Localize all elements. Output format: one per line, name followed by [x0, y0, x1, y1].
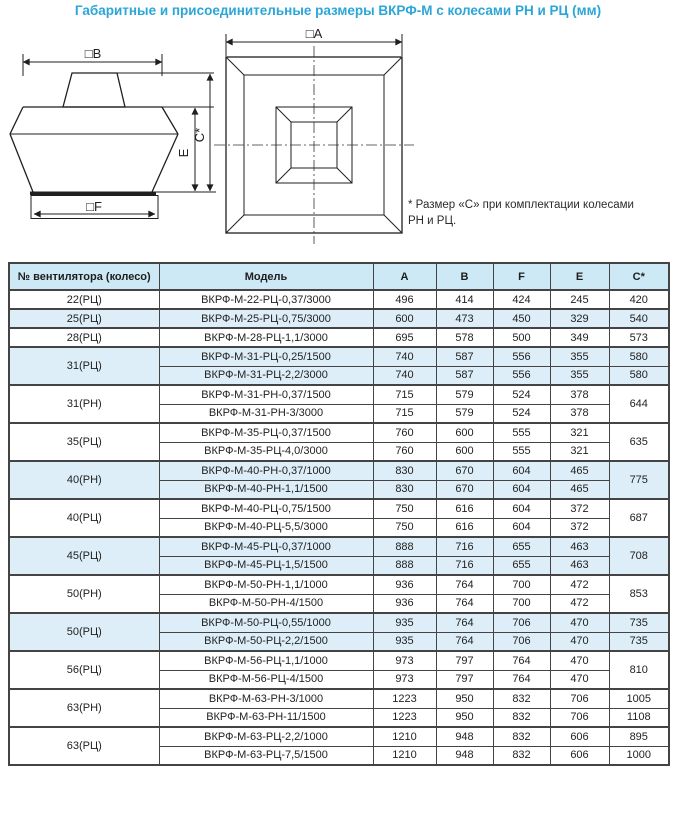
- model-cell: ВКРФ-М-50-РН-4/1500: [159, 594, 373, 613]
- model-cell: ВКРФ-М-63-РЦ-2,2/1000: [159, 727, 373, 746]
- dim-c-cell: 644: [609, 385, 669, 423]
- dim-b-cell: 764: [436, 575, 493, 594]
- table-row: [9, 290, 669, 309]
- model-cell: ВКРФ-М-63-РН-3/1000: [159, 689, 373, 708]
- dim-c-cell: 735: [609, 632, 669, 651]
- dim-f-cell: 604: [493, 518, 550, 537]
- dim-f-cell: 832: [493, 727, 550, 746]
- table-row: [9, 423, 669, 442]
- model-cell: ВКРФ-М-63-РЦ-7,5/1500: [159, 746, 373, 765]
- dim-b-cell: 950: [436, 708, 493, 727]
- fan-cell: 25(РЦ): [9, 309, 159, 328]
- dim-b-cell: 716: [436, 537, 493, 556]
- dim-a-cell: 936: [373, 575, 436, 594]
- dim-a-cell: 830: [373, 480, 436, 499]
- table-row: [9, 347, 669, 366]
- table-row: [9, 727, 669, 746]
- model-cell: ВКРФ-М-50-РЦ-0,55/1000: [159, 613, 373, 632]
- bevel-br: [384, 215, 402, 233]
- fan-cell: 40(РЦ): [9, 499, 159, 537]
- dim-f-cell: 500: [493, 328, 550, 347]
- dim-a-cell: 740: [373, 366, 436, 385]
- dim-b-cell: 670: [436, 480, 493, 499]
- dim-a-cell: 888: [373, 556, 436, 575]
- col-header-a: A: [373, 263, 436, 290]
- fan-cell: 22(РЦ): [9, 290, 159, 309]
- table-row: [9, 537, 669, 556]
- dim-f-cell: 764: [493, 670, 550, 689]
- model-cell: ВКРФ-М-45-РЦ-1,5/1500: [159, 556, 373, 575]
- fan-cell: 56(РЦ): [9, 651, 159, 689]
- dim-e-cell: 378: [550, 404, 609, 423]
- dim-e-cell: 372: [550, 499, 609, 518]
- dim-f-cell: 706: [493, 613, 550, 632]
- table-row: [9, 613, 669, 632]
- page-title: Габаритные и присоединительные размеры ВКРФ-М с колесами РН и РЦ (мм): [74, 3, 602, 18]
- dim-a-cell: 760: [373, 442, 436, 461]
- footnote: [408, 197, 670, 229]
- dim-e-cell: 472: [550, 594, 609, 613]
- dim-b-cell: 579: [436, 385, 493, 404]
- dim-a-cell: 695: [373, 328, 436, 347]
- dim-b-cell: 587: [436, 347, 493, 366]
- dim-c-cell: 1005: [609, 689, 669, 708]
- dim-b-cell: 616: [436, 518, 493, 537]
- dim-f-cell: 832: [493, 689, 550, 708]
- table-row: [9, 385, 669, 404]
- bevel-tl: [226, 57, 244, 75]
- table-row: [9, 328, 669, 347]
- center-bevel-br: [337, 168, 352, 183]
- dim-e-cell: 349: [550, 328, 609, 347]
- dim-e-cell: 321: [550, 423, 609, 442]
- dim-a-cell: 750: [373, 499, 436, 518]
- col-header-model: Модель: [159, 263, 373, 290]
- body-lower-right: [152, 134, 178, 192]
- table-row: [9, 309, 669, 328]
- dim-a-cell: 496: [373, 290, 436, 309]
- dim-a-cell: 935: [373, 613, 436, 632]
- body-upper-right: [162, 107, 178, 134]
- dim-b-cell: 716: [436, 556, 493, 575]
- dim-c-cell: 775: [609, 461, 669, 499]
- dim-a-cell: 715: [373, 404, 436, 423]
- table-row: [9, 499, 669, 518]
- dim-f-cell: 700: [493, 575, 550, 594]
- dim-b-cell: 948: [436, 727, 493, 746]
- dim-b-cell: 948: [436, 746, 493, 765]
- footnote-line-2: РН и РЦ.: [408, 215, 457, 228]
- dim-a-cell: 973: [373, 670, 436, 689]
- fan-cell: 63(РН): [9, 689, 159, 727]
- dim-e-cell: 706: [550, 708, 609, 727]
- dim-c-cell: 735: [609, 613, 669, 632]
- dim-f-cell: 604: [493, 461, 550, 480]
- dim-e-cell: 465: [550, 480, 609, 499]
- col-header-fan: № вентилятора (колесо): [9, 263, 159, 290]
- dim-a-cell: 936: [373, 594, 436, 613]
- dim-b-cell: 797: [436, 670, 493, 689]
- footnote-line-1: * Размер «С» при комплектации колесами: [408, 199, 634, 211]
- dim-a-cell: 888: [373, 537, 436, 556]
- dim-f-cell: 832: [493, 746, 550, 765]
- dim-c-cell: 687: [609, 499, 669, 537]
- dim-e-cell: 706: [550, 689, 609, 708]
- fan-cell: 45(РЦ): [9, 537, 159, 575]
- dim-a-cell: 830: [373, 461, 436, 480]
- dim-e-cell: 472: [550, 575, 609, 594]
- dim-b-cell: 670: [436, 461, 493, 480]
- side-view-drawing: [10, 46, 216, 219]
- dim-e-cell: 321: [550, 442, 609, 461]
- dim-f-cell: 832: [493, 708, 550, 727]
- dim-a-cell: 760: [373, 423, 436, 442]
- dim-c-cell: 635: [609, 423, 669, 461]
- dim-c-cell: 540: [609, 309, 669, 328]
- model-cell: ВКРФ-М-56-РЦ-1,1/1000: [159, 651, 373, 670]
- table-row: [9, 689, 669, 708]
- dim-a-cell: 1210: [373, 746, 436, 765]
- dim-f-cell: 424: [493, 290, 550, 309]
- fan-cell: 31(РЦ): [9, 347, 159, 385]
- dim-f-cell: 524: [493, 404, 550, 423]
- model-cell: ВКРФ-М-35-РЦ-4,0/3000: [159, 442, 373, 461]
- center-bevel-tl: [276, 107, 291, 122]
- dim-a-cell: 1223: [373, 708, 436, 727]
- dim-label-c: C*: [192, 127, 207, 143]
- model-cell: ВКРФ-М-50-РЦ-2,2/1500: [159, 632, 373, 651]
- dim-e-cell: 463: [550, 537, 609, 556]
- model-cell: ВКРФ-М-28-РЦ-1,1/3000: [159, 328, 373, 347]
- top-view-drawing: [214, 28, 414, 244]
- model-cell: ВКРФ-М-31-РН-0,37/1500: [159, 385, 373, 404]
- dim-f-cell: 450: [493, 309, 550, 328]
- dim-b-cell: 764: [436, 632, 493, 651]
- dim-b-cell: 764: [436, 594, 493, 613]
- dim-b-cell: 616: [436, 499, 493, 518]
- dim-b-cell: 587: [436, 366, 493, 385]
- dim-f-cell: 604: [493, 499, 550, 518]
- bevel-bl: [226, 215, 244, 233]
- dim-a-cell: 1223: [373, 689, 436, 708]
- dim-c-cell: 573: [609, 328, 669, 347]
- model-cell: ВКРФ-М-35-РЦ-0,37/1500: [159, 423, 373, 442]
- dim-b-cell: 578: [436, 328, 493, 347]
- dim-f-cell: 604: [493, 480, 550, 499]
- body-upper-left: [10, 107, 23, 134]
- col-header-f: F: [493, 263, 550, 290]
- fan-cell: 63(РЦ): [9, 727, 159, 765]
- dim-b-cell: 764: [436, 613, 493, 632]
- model-cell: ВКРФ-М-40-РЦ-0,75/1500: [159, 499, 373, 518]
- motor-outline: [63, 73, 125, 107]
- dim-e-cell: 465: [550, 461, 609, 480]
- dim-b-cell: 473: [436, 309, 493, 328]
- center-bevel-tr: [337, 107, 352, 122]
- dim-f-cell: 555: [493, 423, 550, 442]
- dimensions-table: [8, 262, 670, 766]
- table-body: [9, 290, 669, 765]
- dim-label-b: □B: [84, 46, 102, 61]
- dim-e-cell: 470: [550, 613, 609, 632]
- dim-a-cell: 750: [373, 518, 436, 537]
- dim-e-cell: 355: [550, 347, 609, 366]
- model-cell: ВКРФ-М-31-РЦ-0,25/1500: [159, 347, 373, 366]
- model-cell: ВКРФ-М-50-РН-1,1/1000: [159, 575, 373, 594]
- dim-f-cell: 524: [493, 385, 550, 404]
- dim-a-cell: 1210: [373, 727, 436, 746]
- model-cell: ВКРФ-М-63-РН-11/1500: [159, 708, 373, 727]
- dim-a-cell: 715: [373, 385, 436, 404]
- dim-f-cell: 655: [493, 537, 550, 556]
- fan-cell: 35(РЦ): [9, 423, 159, 461]
- dim-c-cell: 708: [609, 537, 669, 575]
- dim-c-cell: 420: [609, 290, 669, 309]
- base-plate: [30, 192, 156, 196]
- dim-a-cell: 935: [373, 632, 436, 651]
- dim-c-cell: 895: [609, 727, 669, 746]
- col-header-c: C*: [609, 263, 669, 290]
- table-row: [9, 575, 669, 594]
- dim-e-cell: 329: [550, 309, 609, 328]
- dim-c-cell: 580: [609, 366, 669, 385]
- center-bevel-bl: [276, 168, 291, 183]
- dim-a-cell: 973: [373, 651, 436, 670]
- dim-b-cell: 414: [436, 290, 493, 309]
- model-cell: ВКРФ-М-40-РЦ-5,5/3000: [159, 518, 373, 537]
- body-lower-left: [10, 134, 33, 192]
- dim-e-cell: 378: [550, 385, 609, 404]
- dim-f-cell: 655: [493, 556, 550, 575]
- col-header-b: B: [436, 263, 493, 290]
- dim-f-cell: 700: [493, 594, 550, 613]
- fan-cell: 40(РН): [9, 461, 159, 499]
- model-cell: ВКРФ-М-22-РЦ-0,37/3000: [159, 290, 373, 309]
- fan-cell: 28(РЦ): [9, 328, 159, 347]
- dim-b-cell: 579: [436, 404, 493, 423]
- dim-f-cell: 706: [493, 632, 550, 651]
- fan-cell: 50(РЦ): [9, 613, 159, 651]
- dim-label-a: □A: [305, 28, 323, 41]
- table-row: [9, 651, 669, 670]
- dim-c-cell: 1000: [609, 746, 669, 765]
- dim-e-cell: 470: [550, 651, 609, 670]
- dim-e-cell: 470: [550, 632, 609, 651]
- dim-c-cell: 853: [609, 575, 669, 613]
- table-header-row: [9, 263, 669, 290]
- fan-cell: 50(РН): [9, 575, 159, 613]
- model-cell: ВКРФ-М-56-РЦ-4/1500: [159, 670, 373, 689]
- dim-label-e: E: [176, 148, 191, 158]
- dim-f-cell: 555: [493, 442, 550, 461]
- fan-cell: 31(РН): [9, 385, 159, 423]
- dim-a-cell: 600: [373, 309, 436, 328]
- dim-f-cell: 764: [493, 651, 550, 670]
- model-cell: ВКРФ-М-40-РН-0,37/1000: [159, 461, 373, 480]
- dim-c-cell: 580: [609, 347, 669, 366]
- table-row: [9, 461, 669, 480]
- dim-c-cell: 1108: [609, 708, 669, 727]
- dim-b-cell: 600: [436, 423, 493, 442]
- dim-c-cell: 810: [609, 651, 669, 689]
- model-cell: ВКРФ-М-45-РЦ-0,37/1000: [159, 537, 373, 556]
- model-cell: ВКРФ-М-40-РН-1,1/1500: [159, 480, 373, 499]
- dim-e-cell: 245: [550, 290, 609, 309]
- dim-e-cell: 606: [550, 727, 609, 746]
- dim-e-cell: 463: [550, 556, 609, 575]
- dim-b-cell: 600: [436, 442, 493, 461]
- dim-label-f: □F: [86, 199, 102, 214]
- dim-b-cell: 950: [436, 689, 493, 708]
- col-header-e: E: [550, 263, 609, 290]
- dim-b-cell: 797: [436, 651, 493, 670]
- bevel-tr: [384, 57, 402, 75]
- dim-a-cell: 740: [373, 347, 436, 366]
- dim-e-cell: 372: [550, 518, 609, 537]
- model-cell: ВКРФ-М-25-РЦ-0,75/3000: [159, 309, 373, 328]
- model-cell: ВКРФ-М-31-РЦ-2,2/3000: [159, 366, 373, 385]
- dim-f-cell: 556: [493, 366, 550, 385]
- dim-f-cell: 556: [493, 347, 550, 366]
- dim-e-cell: 470: [550, 670, 609, 689]
- dim-e-cell: 606: [550, 746, 609, 765]
- dim-e-cell: 355: [550, 366, 609, 385]
- model-cell: ВКРФ-М-31-РН-3/3000: [159, 404, 373, 423]
